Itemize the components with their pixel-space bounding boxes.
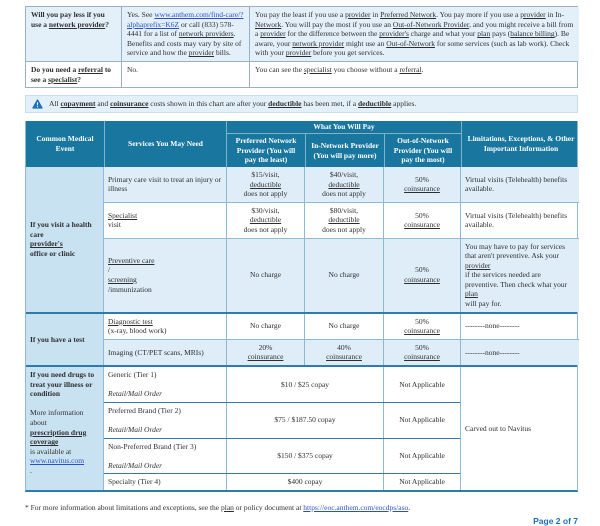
glossary-term-link[interactable]: plan <box>465 289 478 299</box>
out-of-network-pay-cell <box>383 340 460 365</box>
text-segment: You may have to pay for services that aren't preventive. Ask your <box>465 241 566 261</box>
out-of-network-pay-cell <box>383 167 460 202</box>
table-row <box>104 367 460 402</box>
text-segment: , and you might receive a bill from a <box>255 19 574 39</box>
text-segment: does not apply <box>322 189 366 199</box>
glossary-term-link[interactable]: plan <box>221 502 234 512</box>
text-segment: $80/visit, <box>329 205 359 215</box>
table-row <box>26 7 577 61</box>
header-limitations: Limitations, Exceptions, & Other Important Information <box>461 121 580 167</box>
header-what-you-will-pay: What You Will Pay <box>227 121 461 134</box>
text-segment: 20% <box>258 342 273 352</box>
text-segment: in In- <box>545 10 565 19</box>
service-cell <box>104 340 226 365</box>
text-segment: or call (833) 578-4441 for a list of <box>127 19 234 39</box>
glossary-term-link[interactable]: specialist <box>48 74 78 84</box>
in-network-pay-cell <box>304 314 383 339</box>
preferred-pay-cell <box>226 203 304 238</box>
header-common-medical-event: Common Medical Event <box>36 134 94 154</box>
text-segment: in <box>370 10 381 19</box>
service-cell <box>104 439 226 474</box>
group-rows <box>104 314 579 365</box>
event-cell <box>26 167 104 312</box>
text-segment: . <box>408 502 411 512</box>
text-segment: 50% <box>415 265 429 275</box>
glossary-term-link[interactable]: copayment <box>60 99 96 109</box>
glossary-term-link[interactable]: provider <box>285 48 312 58</box>
text-segment: If you need drugs to treat your illness or condition <box>30 370 95 399</box>
preferred-pay-cell <box>226 167 304 202</box>
text-segment: Retail/Mail Order <box>108 460 163 470</box>
out-of-network-pay-cell <box>383 203 460 238</box>
glossary-term-link[interactable]: specialist <box>303 64 332 74</box>
text-segment: 40% <box>337 342 351 352</box>
why-it-matters-cell <box>249 7 579 61</box>
in-network-pay-cell <box>304 340 383 365</box>
text-segment: Carved out to Navitus <box>465 423 532 433</box>
text-segment: Specialty (Tier 4) <box>108 477 161 487</box>
text-segment: Generic (Tier 1) <box>108 370 157 380</box>
glossary-term-link[interactable]: referral <box>399 64 422 74</box>
text-segment: visit <box>108 220 121 230</box>
service-cell <box>104 314 226 339</box>
plan-questions-table <box>25 6 578 88</box>
glossary-term-link[interactable]: deductible <box>268 99 302 109</box>
text-segment: / <box>108 265 111 275</box>
text-segment: Retail/Mail Order <box>108 389 163 399</box>
text-segment: . <box>421 64 424 74</box>
text-segment: bills. <box>214 48 231 58</box>
text-segment: for some services (such as lab work). Check with your <box>255 38 570 58</box>
text-segment: applies. <box>391 99 417 109</box>
glossary-term-link[interactable]: coinsurance <box>247 352 284 362</box>
glossary-term-link[interactable]: provider <box>345 10 371 19</box>
text-segment: will pay for. <box>465 299 502 309</box>
glossary-term-link[interactable]: Out-of-Network Provider <box>392 19 470 29</box>
drug-tier-rows <box>104 367 460 490</box>
table-row <box>104 167 579 202</box>
deductible-notice-bar <box>25 95 578 113</box>
glossary-term-link[interactable]: provider <box>260 29 286 39</box>
page-content <box>25 6 578 526</box>
network-pay-cell <box>226 439 383 474</box>
glossary-term-link[interactable]: provider <box>188 48 215 58</box>
text-segment: Not Applicable <box>399 379 445 389</box>
text-segment: does not apply <box>243 224 288 234</box>
text-segment: Not Applicable <box>399 415 445 425</box>
glossary-term-link[interactable]: deductible <box>249 179 282 189</box>
question-cell <box>26 62 121 87</box>
event-cell <box>26 314 104 365</box>
glossary-term-link[interactable]: Network <box>255 19 282 29</box>
coverage-table <box>25 121 578 492</box>
network-pay-cell <box>226 474 383 490</box>
glossary-term-link[interactable]: Specialist <box>108 210 138 220</box>
glossary-term-link[interactable]: Preferred Network <box>380 10 437 19</box>
text-segment: 50% <box>415 174 429 184</box>
glossary-term-link[interactable]: prescription drug coverage <box>30 427 87 447</box>
text-segment: /immunization <box>108 284 152 294</box>
glossary-term-link[interactable]: deductible <box>328 179 360 189</box>
glossary-term-link[interactable]: provider's <box>30 239 63 249</box>
text-segment: does not apply <box>322 224 366 234</box>
service-cell <box>104 203 226 238</box>
table-row <box>104 438 460 474</box>
text-segment: No charge <box>250 270 281 280</box>
url-link[interactable]: https://eoc.anthem.com/eocdps/aso <box>303 502 409 512</box>
group-rows <box>104 167 579 312</box>
group-office-visit <box>26 167 577 312</box>
question-cell <box>26 7 121 61</box>
out-of-network-pay-cell <box>383 403 460 438</box>
glossary-term-link[interactable]: Diagnostic test <box>108 316 153 326</box>
text-segment: $15/visit, <box>251 169 280 179</box>
glossary-term-link[interactable]: network provider <box>48 19 106 29</box>
text-segment: ? <box>77 74 81 84</box>
text-segment: You pay the least if you use a <box>255 10 346 19</box>
text-segment: before you get services. <box>311 48 385 58</box>
header-preferred-network: Preferred Network Provider (You will pay the least) <box>235 136 297 165</box>
out-of-network-pay-cell <box>383 367 460 402</box>
table-row <box>104 314 579 339</box>
glossary-term-link[interactable]: balance billing <box>510 29 555 39</box>
table-row <box>104 339 579 365</box>
text-segment: $30/visit, <box>251 205 280 215</box>
text-segment: ? <box>105 19 109 29</box>
network-pay-cell <box>226 403 383 438</box>
text-segment: to see a <box>31 64 112 84</box>
text-segment: Not Applicable <box>399 477 445 487</box>
service-cell <box>104 403 226 438</box>
text-segment: and <box>95 99 111 109</box>
glossary-term-link[interactable]: coinsurance <box>404 326 440 336</box>
table-row <box>104 402 460 438</box>
group-prescription-drugs <box>26 365 577 490</box>
service-cell <box>104 367 226 402</box>
header-what-you-will-pay-group <box>226 121 461 167</box>
text-segment: . You will pay the most if you use an <box>281 19 393 29</box>
text-segment: $75 / $187.50 copay <box>274 415 336 425</box>
text-segment: might use an <box>344 38 387 48</box>
text-segment: Not Applicable <box>399 451 445 461</box>
out-of-network-pay-cell <box>383 314 460 339</box>
text-segment: If you have a test <box>30 334 85 344</box>
network-pay-cell <box>226 367 383 402</box>
service-cell <box>104 239 226 312</box>
service-cell <box>104 167 226 202</box>
limitations-cell <box>460 239 579 312</box>
preferred-pay-cell <box>226 239 304 312</box>
text-segment: does not apply <box>243 189 288 199</box>
in-network-pay-cell <box>304 167 383 202</box>
limitations-cell <box>460 167 579 202</box>
url-link[interactable]: www.anthem.com/find-care/?alphaprefix=K6Z <box>127 10 244 29</box>
glossary-term-link[interactable]: coinsurance <box>404 352 440 362</box>
answer-cell <box>121 7 249 61</box>
glossary-term-link[interactable]: coinsurance <box>404 275 440 285</box>
text-segment: No charge <box>328 321 360 331</box>
glossary-term-link[interactable]: coinsurance <box>404 220 440 230</box>
text-segment: You can see the <box>255 64 304 74</box>
glossary-term-link[interactable]: deductible <box>328 215 360 225</box>
text-segment: Yes. See <box>127 10 155 19</box>
out-of-network-pay-cell <box>383 474 460 490</box>
glossary-term-link[interactable]: deductible <box>249 215 282 225</box>
glossary-term-link[interactable]: screening <box>108 275 137 285</box>
text-segment: $400 copay <box>287 477 323 487</box>
event-cell <box>26 367 104 490</box>
text-segment: 50% <box>415 316 429 326</box>
warning-triangle-icon <box>32 99 43 109</box>
text-segment: office or clinic <box>30 248 76 258</box>
coverage-table-header <box>26 121 577 167</box>
text-segment: you choose without a <box>331 64 400 74</box>
glossary-term-link[interactable]: network provider <box>292 38 345 48</box>
text-segment: if the services needed are preventive. Then check what your <box>465 270 568 289</box>
text-segment: No charge <box>328 270 360 280</box>
text-segment: No charge <box>250 321 281 331</box>
answer-cell <box>121 62 249 87</box>
table-row <box>26 61 577 87</box>
text-segment: Preferred Brand (Tier 2) <box>108 405 181 415</box>
text-segment: Non-Preferred Brand (Tier 3) <box>108 441 197 451</box>
text-segment: $10 / $25 copay <box>280 379 330 389</box>
header-pay-columns <box>227 134 461 167</box>
text-segment: or policy document at <box>233 502 304 512</box>
text-segment: All <box>49 99 61 109</box>
text-segment: Do you need a <box>31 64 79 74</box>
text-segment: (x-ray, blood work) <box>108 326 167 336</box>
glossary-term-link[interactable]: network providers <box>178 29 234 39</box>
in-network-pay-cell <box>304 239 383 312</box>
glossary-term-link[interactable]: provider <box>465 260 491 270</box>
text-segment: $40/visit, <box>329 169 359 179</box>
text-segment: Retail/Mail Order <box>108 425 163 434</box>
text-segment: costs shown in this chart are after your <box>148 99 269 109</box>
preferred-pay-cell <box>226 340 304 365</box>
preferred-pay-cell <box>226 314 304 339</box>
text-segment: 50% <box>415 342 429 352</box>
text-segment: . Benefits and costs may vary by site of service and how the <box>127 29 242 58</box>
text-segment: charge and what your <box>408 29 478 39</box>
text-segment: More information about <box>30 408 84 427</box>
text-segment: . You pay more if you use a <box>436 10 521 19</box>
limitations-cell <box>460 367 579 490</box>
glossary-term-link[interactable]: Out-of-Network <box>386 38 435 48</box>
notice-text <box>49 99 416 109</box>
text-segment: for the difference between the <box>285 29 380 39</box>
text-segment: No. <box>127 64 139 74</box>
glossary-term-link[interactable]: coinsurance <box>404 184 440 194</box>
header-services: Services You May Need <box>104 121 226 167</box>
text-segment: is available at <box>30 446 72 456</box>
glossary-term-link[interactable]: deductible <box>357 99 392 109</box>
glossary-term-link[interactable]: provider's <box>379 29 409 39</box>
why-it-matters-cell <box>249 62 579 87</box>
out-of-network-pay-cell <box>383 439 460 474</box>
page-number: Page 2 of 7 <box>533 515 578 526</box>
text-segment: Imaging (CT/PET scans, MRIs) <box>108 347 204 357</box>
table-row <box>104 238 579 312</box>
out-of-network-pay-cell <box>383 239 460 312</box>
glossary-term-link[interactable]: provider <box>520 10 546 19</box>
text-segment: Will you pay less if you use a <box>31 10 105 29</box>
text-segment: 50% <box>415 210 429 220</box>
table-row <box>104 202 579 238</box>
glossary-term-link[interactable]: coinsurance <box>110 99 149 109</box>
group-rows <box>104 367 579 490</box>
url-link[interactable]: www.navitus.com <box>30 456 85 466</box>
limitations-cell <box>460 203 579 238</box>
text-segment: Virtual visits (Telehealth) benefits available. <box>465 174 568 194</box>
glossary-term-link[interactable]: plan <box>477 29 491 39</box>
footnote <box>25 503 578 513</box>
limitations-cell <box>460 314 579 339</box>
text-segment: --------none-------- <box>465 321 520 331</box>
group-tests <box>26 312 577 365</box>
text-segment: Primary care visit to treat an injury or illness <box>108 174 222 194</box>
text-segment: Virtual visits (Telehealth) benefits available. <box>465 210 568 230</box>
glossary-term-link[interactable]: coinsurance <box>326 352 362 362</box>
text-segment: --------none-------- <box>465 347 520 357</box>
text-segment: pays ( <box>490 29 511 39</box>
table-row <box>104 473 460 490</box>
header-in-network: In-Network Provider (You will pay more) <box>305 134 384 167</box>
text-segment: . <box>30 465 32 475</box>
glossary-term-link[interactable]: Preventive care <box>108 255 155 265</box>
text-segment: * For more information about limitations and exceptions, see the <box>25 502 221 512</box>
glossary-term-link[interactable]: referral <box>78 64 103 74</box>
text-segment: has been met, if a <box>301 99 358 109</box>
text-segment: If you visit a health care <box>30 220 92 239</box>
text-segment: $150 / $375 copay <box>277 451 333 461</box>
service-cell <box>104 474 226 490</box>
limitations-cell <box>460 340 579 365</box>
text-segment: ). Be aware, your <box>255 29 570 48</box>
in-network-pay-cell <box>304 203 383 238</box>
header-out-of-network: Out-of-Network Provider (You will pay the most) <box>384 134 461 167</box>
